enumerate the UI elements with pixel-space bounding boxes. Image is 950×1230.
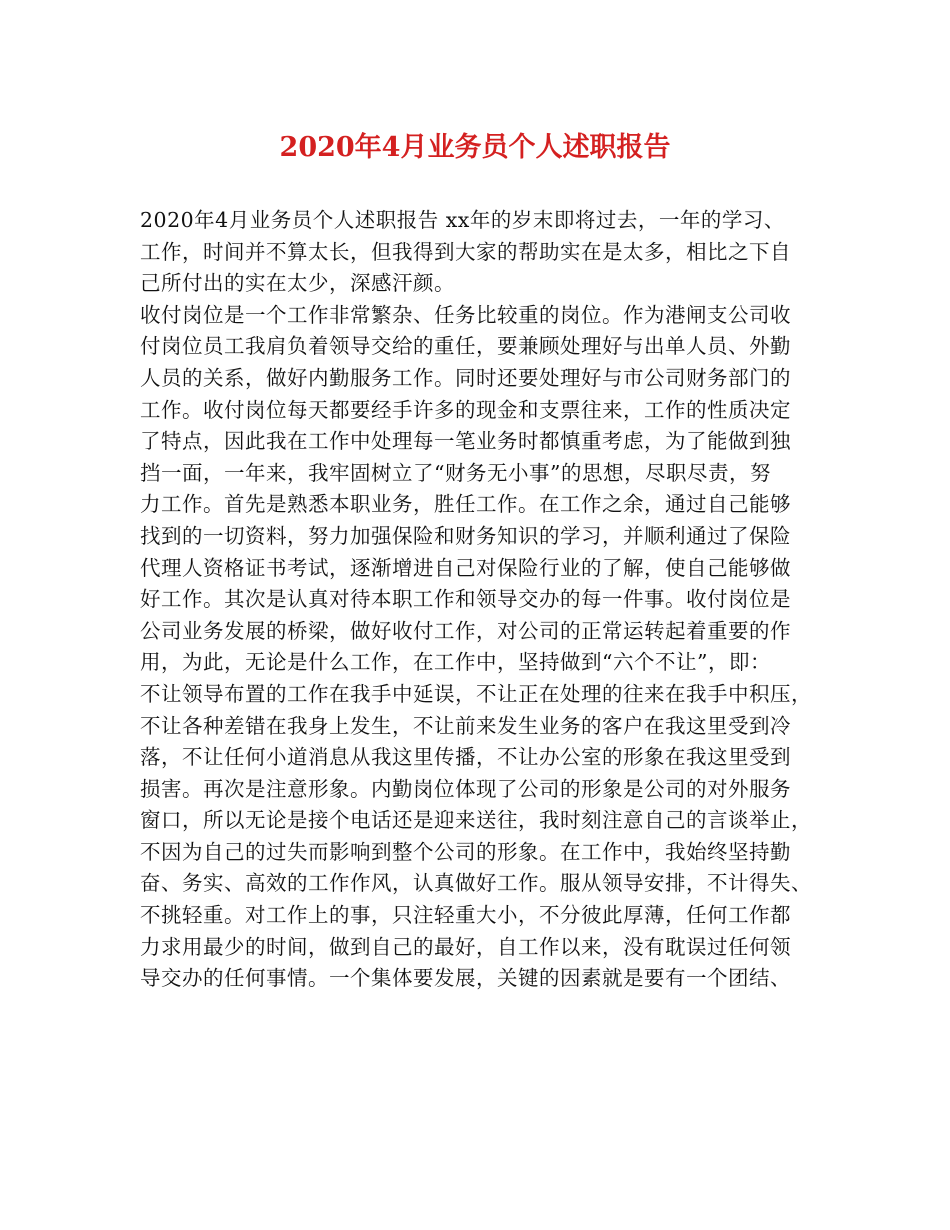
body-text-line: 不挑轻重。对工作上的事，只注轻重大小，不分彼此厚薄，任何工作都 [140,903,791,928]
body-text-line: 不让领导布置的工作在我手中延误，不让正在处理的往来在我手中积压， [140,681,812,706]
body-text-line: 付岗位员工我肩负着领导交给的重任，要兼顾处理好与出单人员、外勤 [140,334,791,359]
body-text-line: 找到的一切资料，努力加强保险和财务知识的学习，并顺利通过了保险 [140,523,791,548]
document-body [140,205,830,995]
body-text-line: 力求用最少的时间，做到自己的最好，自工作以来，没有耽误过任何领 [140,934,791,959]
body-text-line: 工作，时间并不算太长，但我得到大家的帮助实在是太多，相比之下自 [140,239,791,264]
body-text-line: 不因为自己的过失而影响到整个公司的形象。在工作中，我始终坚持勤 [140,839,791,864]
body-text-line: 导交办的任何事情。一个集体要发展，关键的因素就是要有一个团结、 [140,966,791,991]
body-text-line: 挡一面，一年来，我牢固树立了“财务无小事”的思想，尽职尽责，努 [140,460,771,485]
body-text-line: 代理人资格证书考试，逐渐增进自己对保险行业的了解，使自己能够做 [140,555,791,580]
body-text-line: 好工作。其次是认真对待本职工作和领导交办的每一件事。收付岗位是 [140,587,791,612]
document-title: 2020年4月业务员个人述职报告 [279,132,671,163]
body-text-line: 不让各种差错在我身上发生，不让前来发生业务的客户在我这里受到冷 [140,713,791,738]
body-text-line: 收付岗位是一个工作非常繁杂、任务比较重的岗位。作为港闸支公司收 [140,302,791,327]
body-text-line: 人员的关系，做好内勤服务工作。同时还要处理好与市公司财务部门的 [140,365,791,390]
body-text-line: 落，不让任何小道消息从我这里传播，不让办公室的形象在我这里受到 [140,745,791,770]
body-text-line: 力工作。首先是熟悉本职业务，胜任工作。在工作之余，通过自己能够 [140,492,791,517]
body-text-line: 窗口，所以无论是接个电话还是迎来送往，我时刻注意自己的言谈举止， [140,808,812,833]
body-text-line: 己所付出的实在太少，深感汗颜。 [140,271,455,296]
body-text-line: 工作。收付岗位每天都要经手许多的现金和支票往来，工作的性质决定 [140,397,791,422]
body-text-line: 损害。再次是注意形象。内勤岗位体现了公司的形象是公司的对外服务 [140,776,791,801]
body-text-line: 奋、务实、高效的工作作风，认真做好工作。服从领导安排，不计得失、 [140,871,812,896]
body-text-line: 2020年4月业务员个人述职报告 xx年的岁末即将过去，一年的学习、 [140,208,785,232]
body-text-line: 公司业务发展的桥梁，做好收付工作，对公司的正常运转起着重要的作 [140,618,791,643]
body-text-line: 了特点，因此我在工作中处理每一笔业务时都慎重考虑，为了能做到独 [140,429,791,454]
body-text-line: 用，为此，无论是什么工作，在工作中，坚持做到“六个不让”，即： [140,650,771,675]
